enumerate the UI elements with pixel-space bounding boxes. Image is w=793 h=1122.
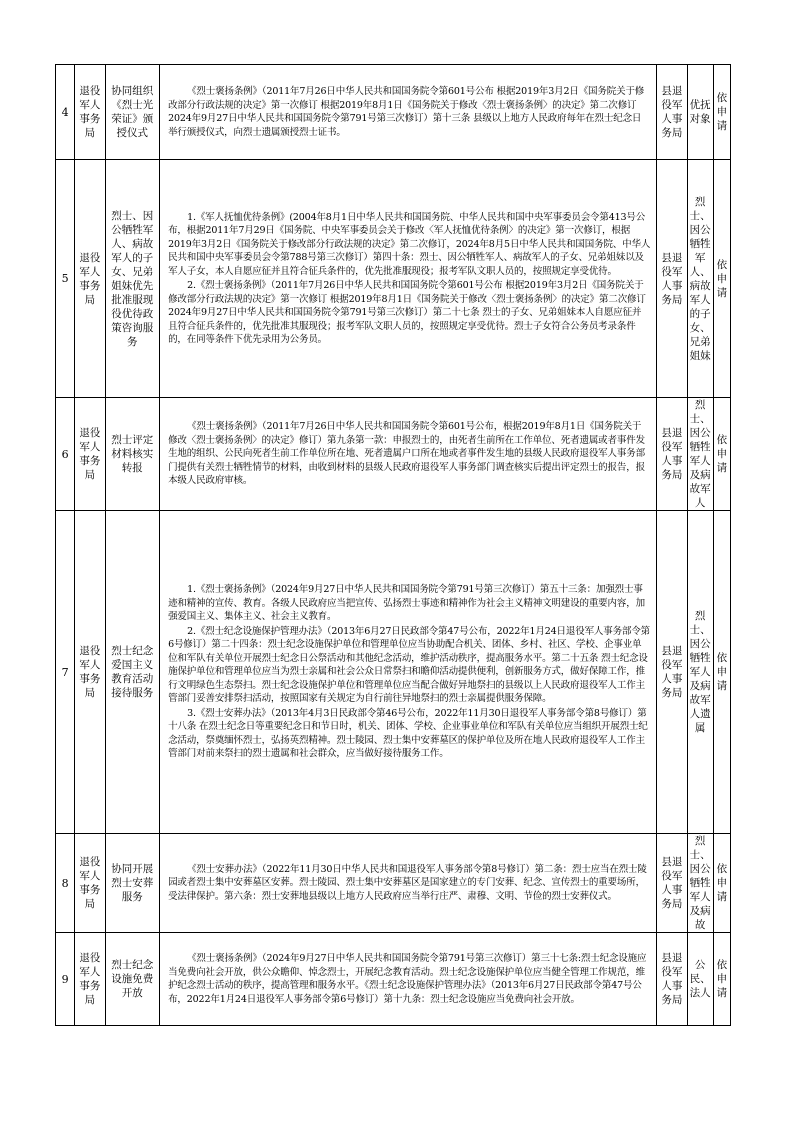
handling-method-cell: 依申请 [713, 933, 730, 1026]
implementing-org-cell: 县退役军人事务局 [657, 834, 687, 933]
department-cell: 退役军人事务局 [75, 65, 105, 160]
handling-method-cell: 依申请 [713, 65, 730, 160]
table-row [56, 65, 731, 160]
department-cell: 退役军人事务局 [75, 933, 105, 1026]
service-object-cell: 烈士、因公牺牲军人及病故 [687, 834, 713, 933]
service-name-cell: 烈士纪念设施免费开放 [105, 933, 160, 1026]
public-service-table [55, 64, 731, 1026]
table-row [56, 511, 731, 834]
table-row [56, 160, 731, 398]
legal-basis-paragraph: 3.《烈士安葬办法》（2013年4月3日民政部令第46号公布，2022年11月30日退役军人事务部令第8号修订）第十八条 在烈士纪念日等重要纪念日和节日时，机关、团体、学校、企业事业单位和军队有关单位应当组织开展烈士纪念活动，祭奠缅怀烈士，弘扬英烈精神。烈士陵园、烈士集中安葬墓区的保护单位及所在地人民政府退役军人工作主管部门对前来祭扫的烈士遗属和社会群众，应当做好接待服务工作。 [168, 707, 648, 760]
implementing-org-cell: 县退役军人事务局 [657, 160, 687, 398]
handling-method-cell: 依申请 [713, 511, 730, 834]
department-cell: 退役军人事务局 [75, 160, 105, 398]
legal-basis-cell [160, 933, 657, 1026]
implementing-org-cell: 县退役军人事务局 [657, 398, 687, 511]
handling-method-cell: 依申请 [713, 398, 730, 511]
handling-method-cell: 依申请 [713, 834, 730, 933]
row-number: 7 [56, 511, 75, 834]
legal-basis-cell [160, 398, 657, 511]
legal-basis-cell [160, 65, 657, 160]
row-number: 4 [56, 65, 75, 160]
legal-basis-cell [160, 511, 657, 834]
handling-method-cell: 依申请 [713, 160, 730, 398]
service-object-cell: 烈士、因公牺牲军人、病故军人的子女、兄弟姐妹 [687, 160, 713, 398]
legal-basis-cell [160, 834, 657, 933]
legal-basis-paragraph: 《烈士褒扬条例》（2011年7月26日中华人民共和国国务院令第601号公布 根据2019年3月2日《国务院关于修改部分行政法规的决定》第一次修订 根据2019年8月1日《国务院关于修改〈烈士褒扬条例〉的决定》第二次修订 2024年9月27日中华人民共和国国务院令第791号第三次修订）第十三条 县级以上地方人民政府每年在烈士纪念日举行颁授仪式，向烈士遗属颁授烈士证书。 [168, 86, 645, 138]
table-body [56, 65, 731, 1026]
service-name-cell: 烈士评定材料核实转报 [105, 398, 160, 511]
legal-basis-paragraph: 2.《烈士褒扬条例》（2011年7月26日中华人民共和国国务院令第601号公布 根据2019年3月2日《国务院关于修改部分行政法规的决定》第一次修订 根据2019年8月1日《国务院关于修改〈烈士褒扬条例〉的决定》第二次修订 2024年9月27日中华人民共和国国务院令第791号第三次修订）第二十七条 烈士的子女、兄弟姐妹本人自愿应征并且符合征兵条件的，优先批准其服现役；报考军队文职人员的，按照规定享受优待。烈士子女符合公务员考录条件的，在同等条件下优先录用为公务员。 [168, 280, 646, 345]
row-number: 8 [56, 834, 75, 933]
table-row [56, 398, 731, 511]
table-row [56, 834, 731, 933]
service-object-cell: 优抚对象 [687, 65, 713, 160]
row-number: 9 [56, 933, 75, 1026]
service-object-cell: 公民、法人 [687, 933, 713, 1026]
department-cell: 退役军人事务局 [75, 511, 105, 834]
service-name-cell: 烈士纪念爱国主义教育活动接待服务 [105, 511, 160, 834]
department-cell: 退役军人事务局 [75, 398, 105, 511]
department-cell: 退役军人事务局 [75, 834, 105, 933]
implementing-org-cell: 县退役军人事务局 [657, 511, 687, 834]
implementing-org-cell: 县退役军人事务局 [657, 65, 687, 160]
legal-basis-paragraph: 《烈士褒扬条例》（2011年7月26日中华人民共和国国务院令第601号公布，根据2019年8月1日《国务院关于修改〈烈士褒扬条例〉的决定》修订）第九条第一款：申报烈士的，由死者生前所在工作单位、死者遗属或者事件发生地的组织、公民向死者生前工作单位所在地、死者遗属户口所在地或者事件发生地的县级人民政府退役军人事务部门提供有关烈士牺牲情节的材料，由收到材料的县级人民政府退役军人事务部门调查核实后提出评定烈士的报告，报本级人民政府审核。 [168, 421, 645, 487]
legal-basis-paragraph: 1.《军人抚恤优待条例》(2004年8月1日中华人民共和国国务院、中华人民共和国中央军事委员会令第413号公布，根据2011年7月29日《国务院、中央军事委员会关于修改〈军人抚恤优待条例〉的决定》第一次修订，根据2019年3月2日《国务院关于修改部分行政法规的决定》第二次修订，2024年8月5日中华人民共和国国务院、中华人民共和国中央军事委员会令第788号第三次修订）第四十条：烈士、因公牺牲军人、病故军人的子女、兄弟姐妹以及军人子女，本人自愿应征并且符合征兵条件的，优先批准服现役；报考军队文职人员的，按照规定享受优待。 [168, 211, 651, 277]
service-object-cell: 烈士、因公牺牲军人及病故军人 [687, 398, 713, 511]
legal-basis-paragraph: 2.《烈士纪念设施保护管理办法》（2013年6月27日民政部令第47号公布，2022年1月24日退役军人事务部令第6号修订）第二十四条：烈士纪念设施保护单位和管理单位应当协助配合机关、团体、乡村、社区、学校、企事业单位和军队有关单位开展烈士纪念日公祭活动和其他纪念活动，维护活动秩序，提高服务水平。第二十五条 烈士纪念设施保护单位和管理单位应当为烈士亲属和社会公众日常祭扫和瞻仰活动提供便利，创新服务方式，做好保障工作，推行文明绿色生态祭扫。烈士纪念设施保护单位和管理单位应当配合做好异地祭扫的县级以上人民政府退役军人工作主管部门妥善安排祭扫活动，按照国家有关规定为自行前往异地祭扫的烈士亲属提供服务保障。 [168, 625, 651, 705]
legal-basis-paragraph: 1.《烈士褒扬条例》（2024年9月27日中华人民共和国国务院令第791号第三次修订）第五十三条：加强烈士事迹和精神的宣传、教育。各级人民政府应当把宣传、弘扬烈士事迹和精神作为社会主义精神文明建设的重要内容，加强爱国主义、集体主义、社会主义教育。 [168, 584, 645, 623]
legal-basis-paragraph: 《烈士褒扬条例》（2024年9月27日中华人民共和国国务院令第791号第三次修订）第三十七条:烈士纪念设施应当免费向社会开放，供公众瞻仰、悼念烈士，开展纪念教育活动。烈士纪念设施保护单位应当健全管理工作规范，维护纪念烈士活动的秩序，提高管理和服务水平。《烈士纪念设施保护管理办法》（2013年6月27日民政部令第47号公布，2022年1月24日退役军人事务部令第6号修订）第十九条：烈士纪念设施应当免费向社会开放。 [168, 953, 647, 1005]
legal-basis-cell [160, 160, 657, 398]
service-object-cell: 烈士、因公牺牲军人及病故军人遗属 [687, 511, 713, 834]
service-name-cell: 协同开展烈士安葬服务 [105, 834, 160, 933]
row-number: 5 [56, 160, 75, 398]
table-row [56, 933, 731, 1026]
legal-basis-paragraph: 《烈士安葬办法》（2022年11月30日中华人民共和国退役军人事务部令第8号修订）第二条：烈士应当在烈士陵园或者烈士集中安葬墓区安葬。烈士陵园、烈士集中安葬墓区是国家建立的专门安葬、纪念、宣传烈士的重要场所，受法律保护。第六条：烈士安葬地县级以上地方人民政府应当举行庄严、肃穆、文明、节俭的烈士安葬仪式。 [168, 863, 647, 902]
row-number: 6 [56, 398, 75, 511]
service-name-cell: 烈士、因公牺牲军人、病故军人的子女、兄弟姐妹优先批准服现役优待政策咨询服务 [105, 160, 160, 398]
implementing-org-cell: 县退役军人事务局 [657, 933, 687, 1026]
service-name-cell: 协同组织《烈士光荣证》颁授仪式 [105, 65, 160, 160]
